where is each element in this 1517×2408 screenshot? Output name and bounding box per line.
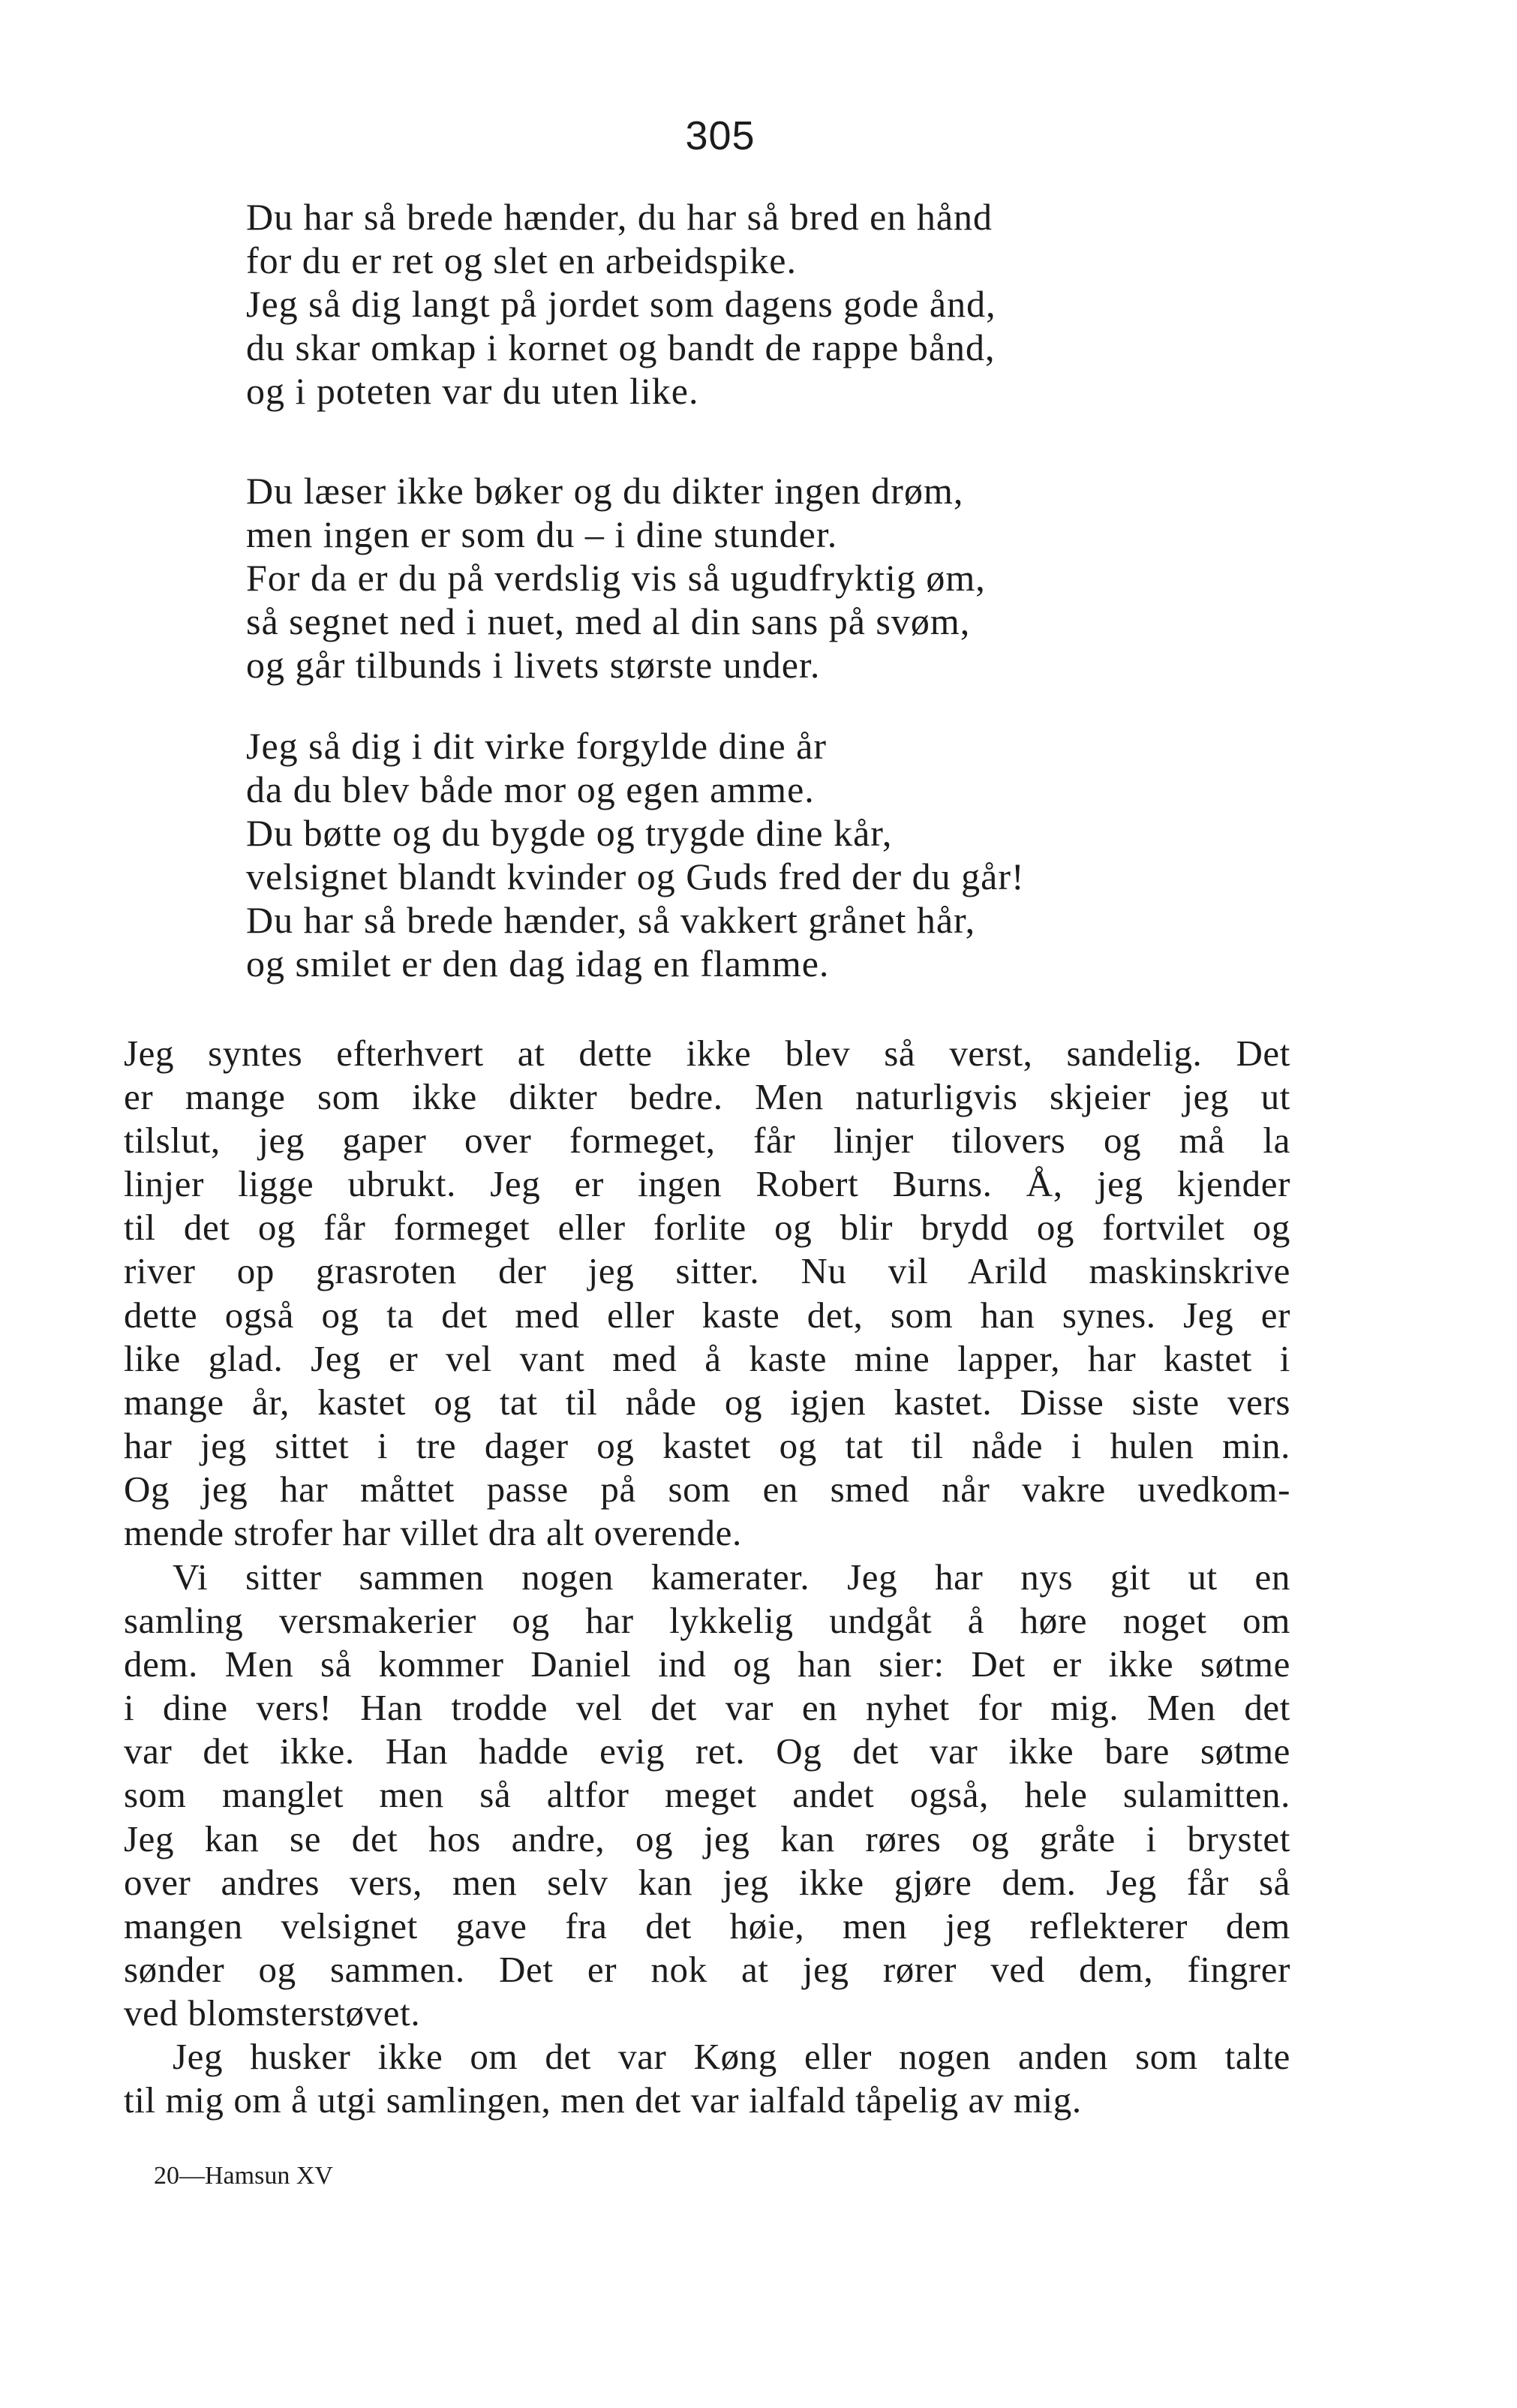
poem-line: Du har så brede hænder, så vakkert grånet hår, [246,899,976,941]
prose-line: mangen velsignet gave fra det høie, men jeg reflekterer dem [124,1904,1290,1947]
signature-mark: 20—Hamsun XV [154,2162,333,2190]
prose-line: Vi sitter sammen nogen kamerater. Jeg har nys git ut en [173,1556,1290,1598]
prose-line: til det og får formeget eller forlite og blir brydd og fortvilet og [124,1207,1290,1249]
poem-line: for du er ret og slet en arbeidspike. [246,239,797,281]
poem-stanza-2 [246,469,1244,687]
prose-line: Og jeg har måttet passe på som en smed når vakre uvedkom- [124,1468,1290,1510]
prose-line: tilslut, jeg gaper over formeget, får linjer tilovers og må la [124,1120,1290,1162]
poem-line: Du læser ikke bøker og du dikter ingen drøm, [246,470,964,512]
prose-line: Jeg husker ikke om det var Køng eller nogen anden som talte [173,2036,1290,2077]
prose-line: Jeg kan se det hos andre, og jeg kan røres og gråte i brystet [124,1817,1290,1859]
poem-line: så segnet ned i nuet, med al din sans på svøm, [246,600,971,642]
poem-line: og går tilbunds i livets største under. [246,644,821,686]
prose-line: like glad. Jeg er vel vant med å kaste mine lapper, har kastet i [124,1337,1290,1379]
poem-line: da du blev både mor og egen amme. [246,768,815,810]
prose-line: samling versmakerier og har lykkelig undgåt å høre noget om [124,1600,1290,1642]
prose-line: mende strofer har villet dra alt overende. [124,1512,742,1554]
prose-line: har jeg sittet i tre dager og kastet og tat til nåde i hulen min. [124,1424,1290,1466]
prose-line: river op grasroten der jeg sitter. Nu vil Arild maskinskrive [124,1250,1290,1292]
prose-line: er mange som ikke dikter bedre. Men naturligvis skjeier jeg ut [124,1076,1290,1118]
poem-stanza-3 [246,724,1244,985]
prose-line: dem. Men så kommer Daniel ind og han sier: Det er ikke søtme [124,1643,1290,1685]
prose-line: mange år, kastet og tat til nåde og igjen kastet. Disse siste vers [124,1381,1290,1423]
prose-paragraph-1 [124,1032,1290,1555]
prose-line: dette også og ta det med eller kaste det, som han synes. Jeg er [124,1294,1290,1336]
poem-line: velsignet blandt kvinder og Guds fred der du går! [246,855,1025,897]
prose-line: som manglet men så altfor meget andet også, hele sulamitten. [124,1774,1290,1816]
poem-line: Du har så brede hænder, du har så bred en hånd [246,196,993,238]
prose-paragraph-3 [124,2035,1290,2122]
prose-line: Jeg syntes efterhvert at dette ikke blev så verst, sandelig. Det [124,1033,1290,1074]
poem-line: og smilet er den dag idag en flamme. [246,942,830,985]
poem-line: Jeg så dig i dit virke forgylde dine år [246,725,828,767]
poem-line: du skar omkap i kornet og bandt de rappe bånd, [246,326,996,368]
poem-line: Du bøtte og du bygde og trygde dine kår, [246,812,893,854]
prose-line: over andres vers, men selv kan jeg ikke gjøre dem. Jeg får så [124,1861,1290,1903]
poem-line: For da er du på verdslig vis så ugudfryktig øm, [246,557,986,599]
poem-line: og i poteten var du uten like. [246,370,699,412]
poem-stanza-1 [246,195,1244,413]
prose-line: sønder og sammen. Det er nok at jeg rører ved dem, fingrer [124,1948,1290,1990]
prose-line: til mig om å utgi samlingen, men det var ialfald tåpelig av mig. [124,2079,1082,2121]
page-number: 305 [685,113,755,158]
prose-line: ved blomsterstøvet. [124,1992,421,2034]
poem-line: Jeg så dig langt på jordet som dagens gode ånd, [246,283,996,325]
prose-paragraph-2 [124,1556,1290,2035]
prose-line: var det ikke. Han hadde evig ret. Og det var ikke bare søtme [124,1730,1290,1772]
prose-line: i dine vers! Han trodde vel det var en nyhet for mig. Men det [124,1687,1290,1729]
poem-line: men ingen er som du – i dine stunder. [246,513,838,555]
prose-line: linjer ligge ubrukt. Jeg er ingen Robert Burns. Å, jeg kjender [124,1163,1290,1205]
